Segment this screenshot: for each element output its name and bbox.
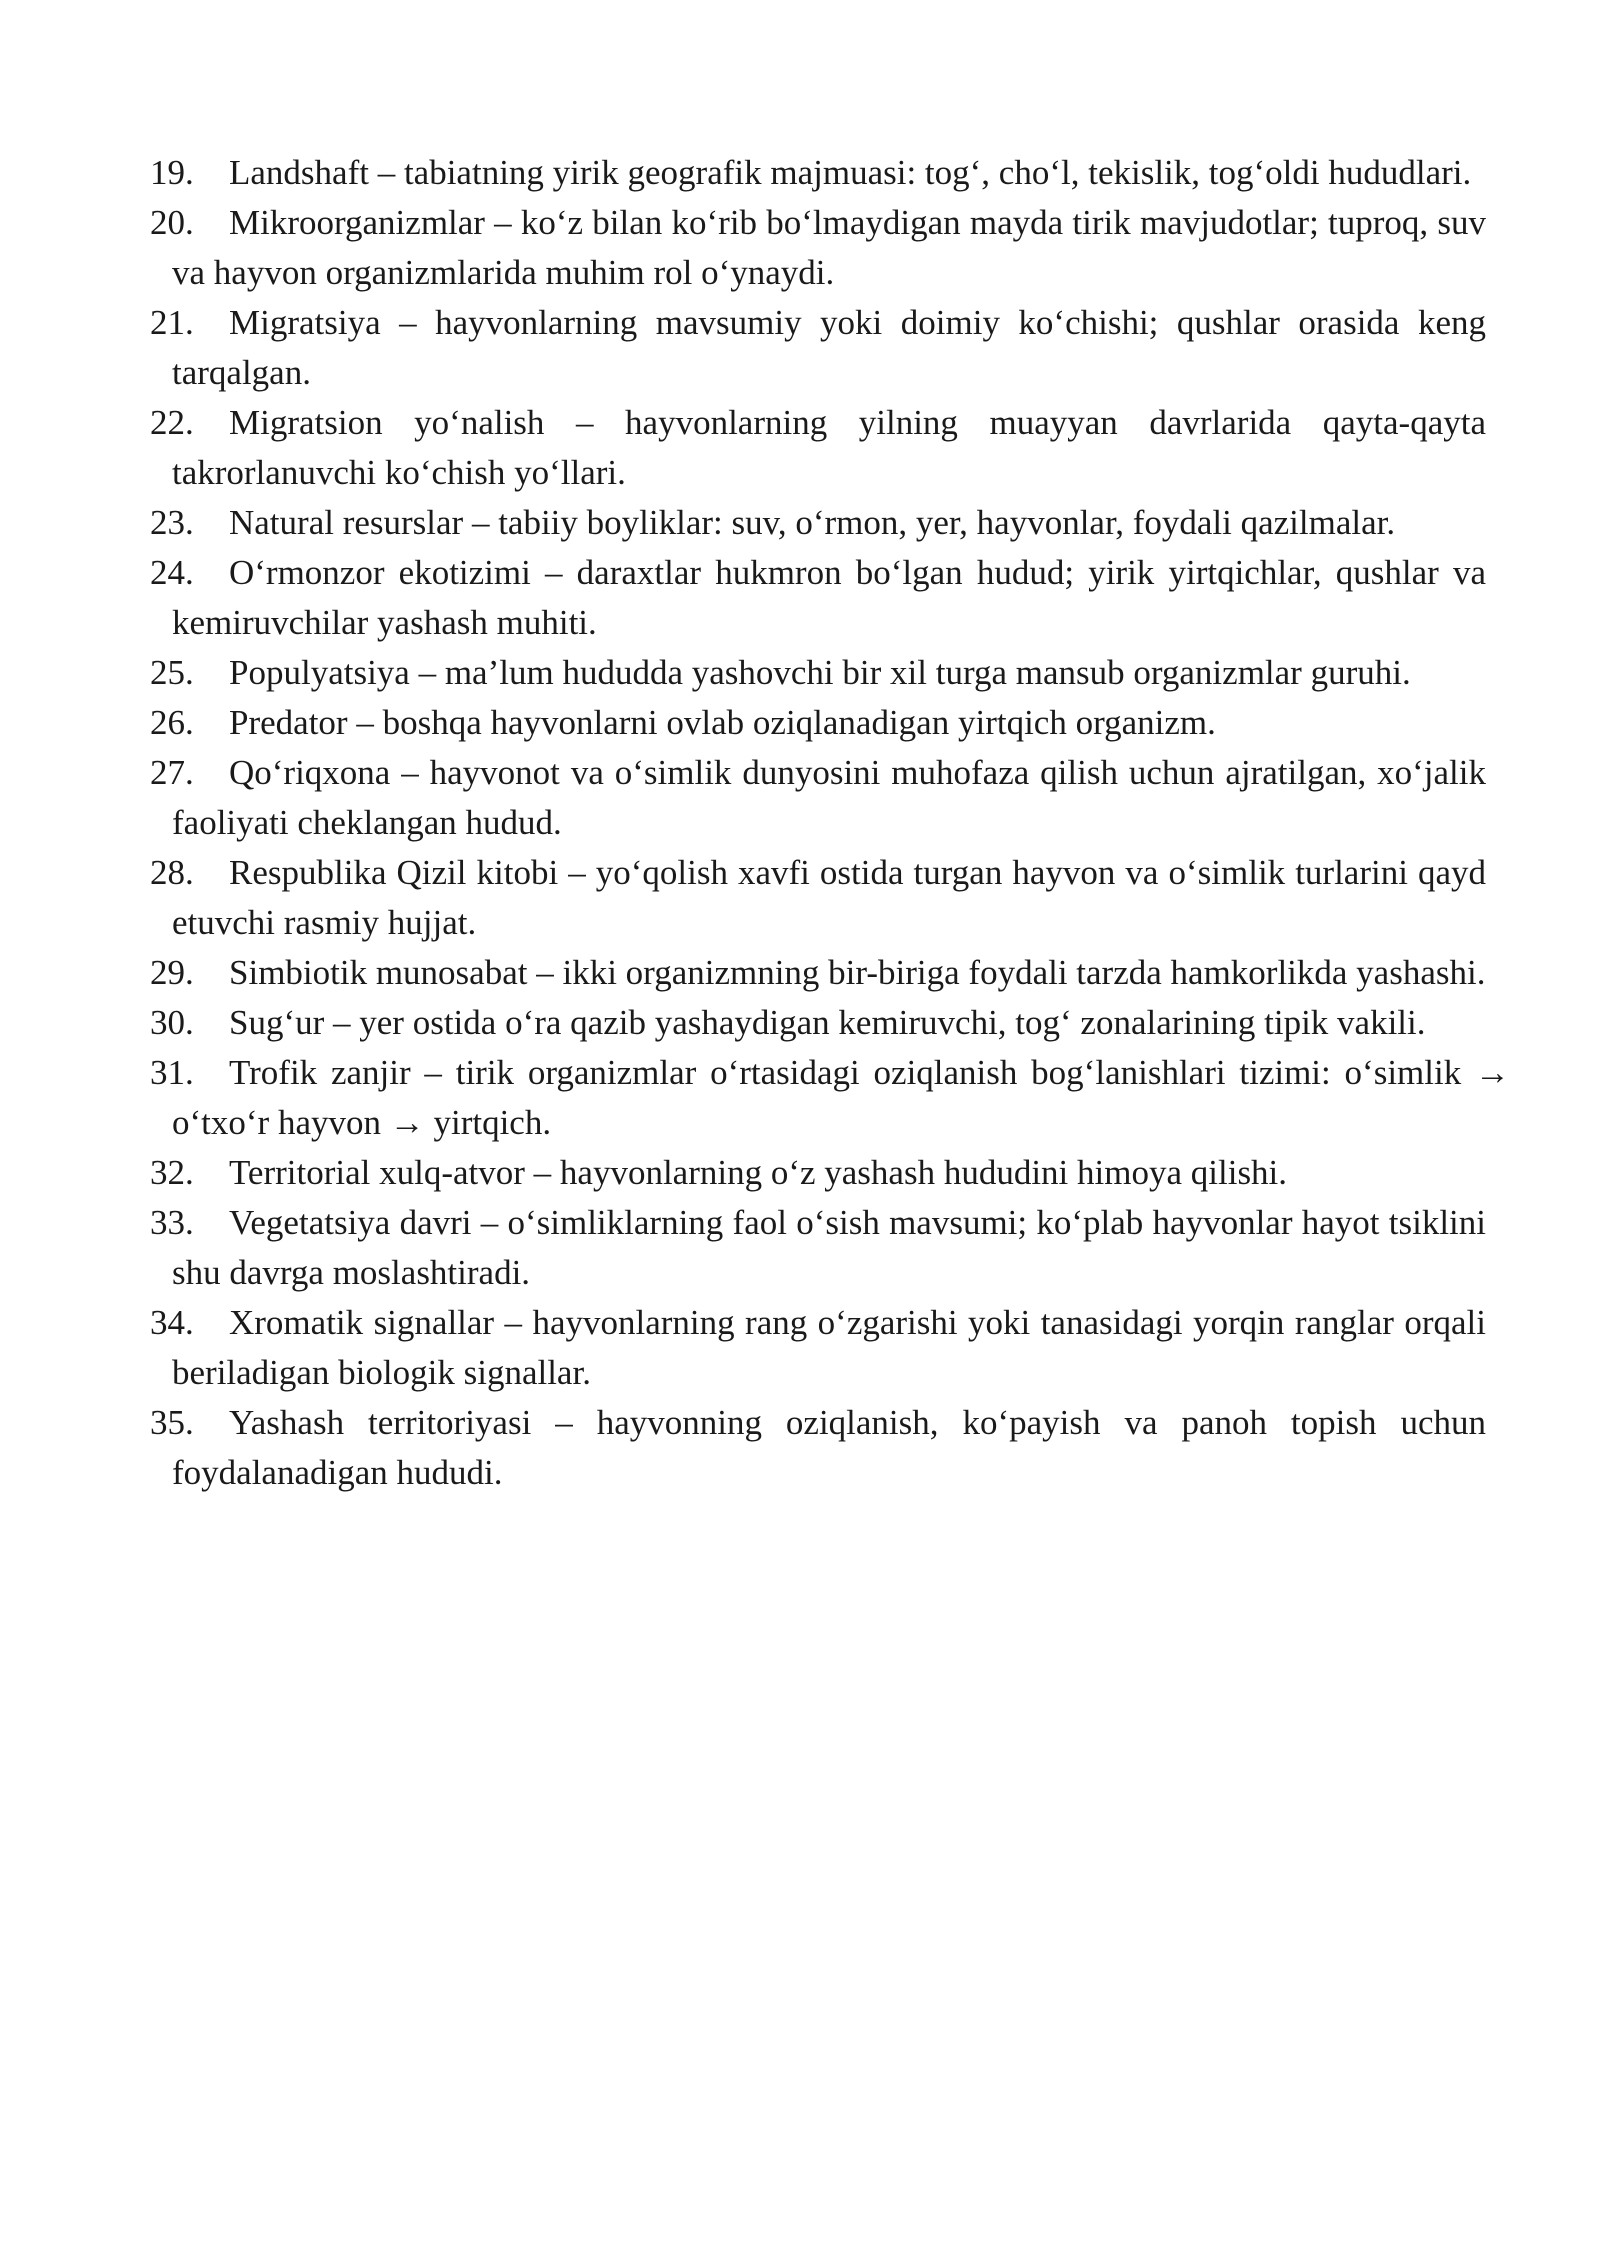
glossary-entry-25	[150, 648, 1486, 698]
glossary-entry-33	[150, 1198, 1486, 1298]
entry-text: Natural resurslar – tabiiy boyliklar: suv, o‘rmon, yer, hayvonlar, foydali qazilmalar.	[229, 503, 1396, 542]
entry-number: 23.	[150, 503, 194, 542]
glossary-entry-23	[150, 498, 1486, 548]
entry-text: Qo‘riqxona – hayvonot va o‘simlik dunyosini muhofaza qilish uchun ajratilgan, xo‘jalik faoliyati cheklangan hudud.	[172, 753, 1486, 842]
glossary-entry-24	[150, 548, 1486, 648]
entry-number: 26.	[150, 703, 194, 742]
entry-text: Simbiotik munosabat – ikki organizmning bir-biriga foydali tarzda hamkorlikda yashashi.	[229, 953, 1486, 992]
glossary-entry-26	[150, 698, 1486, 748]
entry-number: 29.	[150, 953, 194, 992]
entry-text: Migratsiya – hayvonlarning mavsumiy yoki doimiy ko‘chishi; qushlar orasida keng tarqalgan.	[172, 303, 1486, 392]
entry-text: Predator – boshqa hayvonlarni ovlab oziqlanadigan yirtqich organizm.	[229, 703, 1216, 742]
entry-text: Sug‘ur – yer ostida o‘ra qazib yashaydigan kemiruvchi, tog‘ zonalarining tipik vakili.	[229, 1003, 1426, 1042]
entry-text: Mikroorganizmlar – ko‘z bilan ko‘rib bo‘lmaydigan mayda tirik mavjudotlar; tuproq, suv va hayvon organizmlarida muhim rol o‘ynaydi.	[172, 203, 1486, 292]
glossary-entry-32	[150, 1148, 1486, 1198]
entry-text: Respublika Qizil kitobi – yo‘qolish xavfi ostida turgan hayvon va o‘simlik turlarini qayd etuvchi rasmiy hujjat.	[172, 853, 1486, 942]
entry-text: Migratsion yo‘nalish – hayvonlarning yilning muayyan davrlarida qayta-qayta takrorlanuvchi ko‘chish yo‘llari.	[172, 403, 1486, 492]
entry-number: 28.	[150, 853, 194, 892]
glossary-entry-34	[150, 1298, 1486, 1398]
entry-number: 34.	[150, 1303, 194, 1342]
entry-text: Populyatsiya – ma’lum hududda yashovchi bir xil turga mansub organizmlar guruhi.	[229, 653, 1411, 692]
entry-number: 35.	[150, 1403, 194, 1442]
entry-number: 21.	[150, 303, 194, 342]
entry-number: 22.	[150, 403, 194, 442]
entry-number: 19.	[150, 153, 194, 192]
entry-text: O‘rmonzor ekotizimi – daraxtlar hukmron bo‘lgan hudud; yirik yirtqichlar, qushlar va kemiruvchilar yashash muhiti.	[172, 553, 1486, 642]
entry-text: Trofik zanjir – tirik organizmlar o‘rtasidagi oziqlanish bog‘lanishlari tizimi: o‘simlik → o‘txo‘r hayvon → yirtqich.	[172, 1053, 1510, 1142]
glossary-entry-31	[150, 1048, 1510, 1148]
glossary-entry-28	[150, 848, 1486, 948]
glossary-entry-21	[150, 298, 1486, 398]
entry-number: 33.	[150, 1203, 194, 1242]
entry-number: 20.	[150, 203, 194, 242]
glossary-entry-30	[150, 998, 1486, 1048]
glossary-entry-20	[150, 198, 1486, 298]
entry-number: 32.	[150, 1153, 194, 1192]
entry-number: 30.	[150, 1003, 194, 1042]
glossary-entry-27	[150, 748, 1486, 848]
entry-number: 24.	[150, 553, 194, 592]
entry-number: 25.	[150, 653, 194, 692]
glossary-entry-35	[150, 1398, 1486, 1498]
entry-text: Landshaft – tabiatning yirik geografik majmuasi: tog‘, cho‘l, tekislik, tog‘oldi hududlari.	[229, 153, 1472, 192]
entry-text: Yashash territoriyasi – hayvonning oziqlanish, ko‘payish va panoh topish uchun foydalanadigan hududi.	[172, 1403, 1486, 1492]
glossary-entry-19	[150, 148, 1486, 198]
glossary-entry-29	[150, 948, 1486, 998]
entry-number: 27.	[150, 753, 194, 792]
entry-text: Territorial xulq-atvor – hayvonlarning o‘z yashash hududini himoya qilishi.	[229, 1153, 1288, 1192]
glossary-entry-22	[150, 398, 1486, 498]
entry-text: Vegetatsiya davri – o‘simliklarning faol o‘sish mavsumi; ko‘plab hayvonlar hayot tsiklini shu davrga moslashtiradi.	[172, 1203, 1486, 1292]
glossary-list	[150, 148, 1510, 1498]
entry-text: Xromatik signallar – hayvonlarning rang o‘zgarishi yoki tanasidagi yorqin ranglar orqali beriladigan biologik signallar.	[172, 1303, 1486, 1392]
entry-number: 31.	[150, 1053, 194, 1092]
